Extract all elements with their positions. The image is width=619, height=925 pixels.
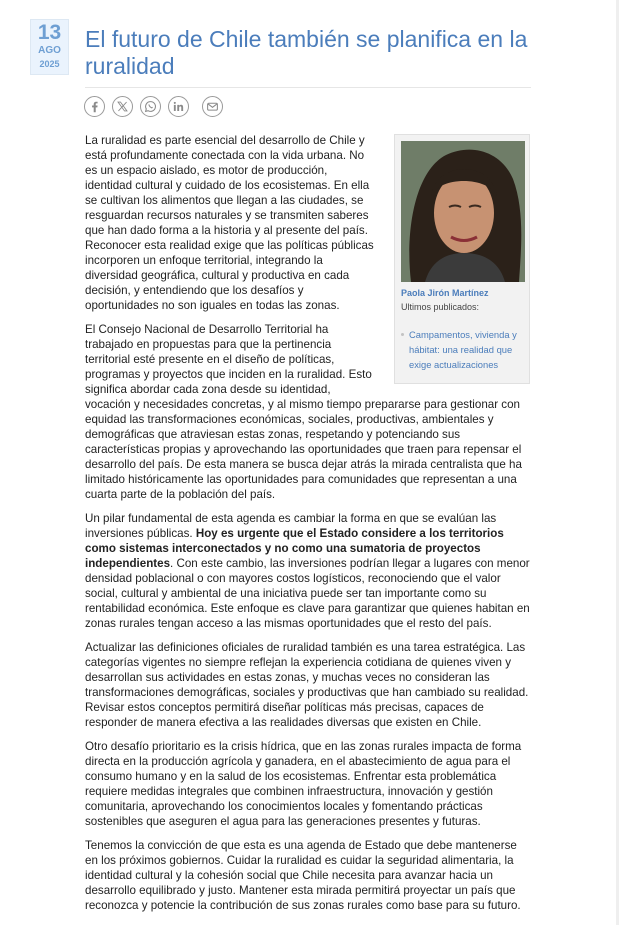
date-badge (30, 19, 69, 75)
article-body (85, 133, 532, 922)
paragraph-line: oportunidades no son iguales en todas las zonas. (85, 299, 340, 312)
paragraph-line: La ruralidad es parte esencial del desarrollo de Chile y (85, 134, 365, 147)
whatsapp-icon (144, 100, 157, 113)
paragraph-line: desarrollo del país. De esta manera se busca dejar atrás la mirada centralista que ha (85, 458, 522, 471)
paragraph-line: identidad cultural y cuidado de los ecosistemas. En ella (85, 179, 370, 192)
paragraph-line: equidad las transformaciones económicas, sociales, productivas, ambientales y (85, 413, 494, 426)
article-paragraph: Actualizar las definiciones oficiales de ruralidad también es una tarea estratégica. Las categorías vigentes no siempre reflejan la experiencia cotidiana de quienes viven y desarrollan sus actividades en estas zonas, y muchas veces no consideran las transformaciones demográficas, sociales y productivas que han cambiado su realidad. Revisar estos conceptos permitirá diseñar políticas más precisas, capaces de responder de manera efectiva a las realidades diversas que existen en Chile. (85, 641, 529, 729)
date-year: 2025 (39, 59, 60, 69)
article-paragraph (85, 511, 532, 631)
share-bar (84, 96, 230, 117)
article-paragraph (85, 322, 532, 502)
article-paragraph: Tenemos la convicción de que esta es una agenda de Estado que debe mantenerse en los próximos gobiernos. Cuidar la ruralidad es cuidar la seguridad alimentaria, la identidad cultural y la cohesión social que Chile necesita para avanzar hacia un desarrollo equilibrado y justo. Mantener esta mirada permitirá proyectar un país que reconozca y potencie la contribución de sus zonas rurales como base para su futuro. (85, 839, 521, 912)
facebook-icon (88, 100, 101, 113)
paragraph-line: Reconocer esta realidad exige que las políticas públicas (85, 239, 374, 252)
paragraph-line: características propias y aprovechando las oportunidades que traen para repensar el (85, 443, 522, 456)
share-facebook-button[interactable] (84, 96, 105, 117)
title-divider (85, 87, 531, 88)
paragraph-line: está profundamente conectada con la vida urbana. No (85, 149, 365, 162)
recent-post-link[interactable]: Campamentos, vivienda y hábitat: una realidad que exige actualizaciones (409, 329, 517, 370)
paragraph-text: . Con este cambio, las inversiones podrían llegar a lugares con menor densidad poblacional o con mayores costos logísticos, reconociendo que el valor social, cultural y ambiental de una iniciativa puede ser tan importante como su rentabilidad económica. Este enfoque es clave para garantizar que quienes habitan en zonas rurales tengan acceso a las mismas oportunidades que el resto del país. (85, 557, 530, 630)
paragraph-text: Un pilar fundamental de esta agenda es cambiar la forma en que se evalúan las inversiones públicas. (85, 512, 497, 540)
paragraph-line: es un espacio aislado, es motor de producción, (85, 164, 328, 177)
paragraph-line: decisión, y entendiendo que los desafíos y (85, 284, 304, 297)
paragraph-line: incorporen un enfoque territorial, integrando la (85, 254, 323, 267)
paragraph-line: significa abordar cada zona desde su identidad, (85, 383, 331, 396)
x-icon (116, 100, 129, 113)
date-month: AGO (38, 45, 61, 56)
share-email-button[interactable] (202, 96, 223, 117)
date-day: 13 (37, 21, 62, 44)
paragraph-line: trabajado en propuestas para que la pertinencia (85, 338, 332, 351)
linkedin-icon (172, 100, 185, 113)
share-whatsapp-button[interactable] (140, 96, 161, 117)
paragraph-line: vocación y necesidades concretas, y al mismo tiempo prepararse para gestionar con (85, 398, 520, 411)
paragraph-line: resguardan recursos naturales y se transmiten saberes (85, 209, 369, 222)
mail-icon (206, 100, 219, 113)
paragraph-line: territorial esté presente en el diseño de políticas, (85, 353, 335, 366)
paragraph-line: diversidad geográfica, cultural y productiva en cada (85, 269, 350, 282)
recent-posts-label: Ultimos publicados: (401, 302, 480, 312)
paragraph-line: limitado históricamente las oportunidades para comunidades que representan a una (85, 473, 517, 486)
paragraph-line: que han dado forma a la historia y al presente del país. (85, 224, 368, 237)
share-x-button[interactable] (112, 96, 133, 117)
article-title: El futuro de Chile también se planifica en la ruralidad (85, 26, 528, 79)
share-linkedin-button[interactable] (168, 96, 189, 117)
paragraph-line: demográficas que atraviesan estas zonas, respetando y potenciando sus (85, 428, 461, 441)
paragraph-highlight: Hoy es urgente que el Estado considere a los territorios como sistemas interconectados y no como una sumatoria de proyectos independientes (85, 527, 504, 570)
author-name[interactable]: Paola Jirón Martínez (401, 288, 489, 298)
article-paragraph (85, 133, 385, 313)
paragraph-line: cuarta parte de la población del país. (85, 488, 276, 501)
paragraph-line: El Consejo Nacional de Desarrollo Territorial ha (85, 323, 329, 336)
paragraph-line: se cultivan los alimentos que llegan a las ciudades, se (85, 194, 364, 207)
article-paragraph: Otro desafío prioritario es la crisis hídrica, que en las zonas rurales impacta de forma directa en la producción agrícola y ganadera, en el abastecimiento de agua para el consumo humano y en la salud de los ecosistemas. Enfrentar esta problemática requiere medidas integrales que combinen infraestructura, innovación y gestión comunitaria, aprovechando los conocimientos locales y fomentando prácticas sostenibles que aseguren el agua para las generaciones presentes y futuras. (85, 740, 522, 828)
paragraph-line: programas y proyectos que inciden en la ruralidad. Esto (85, 368, 372, 381)
